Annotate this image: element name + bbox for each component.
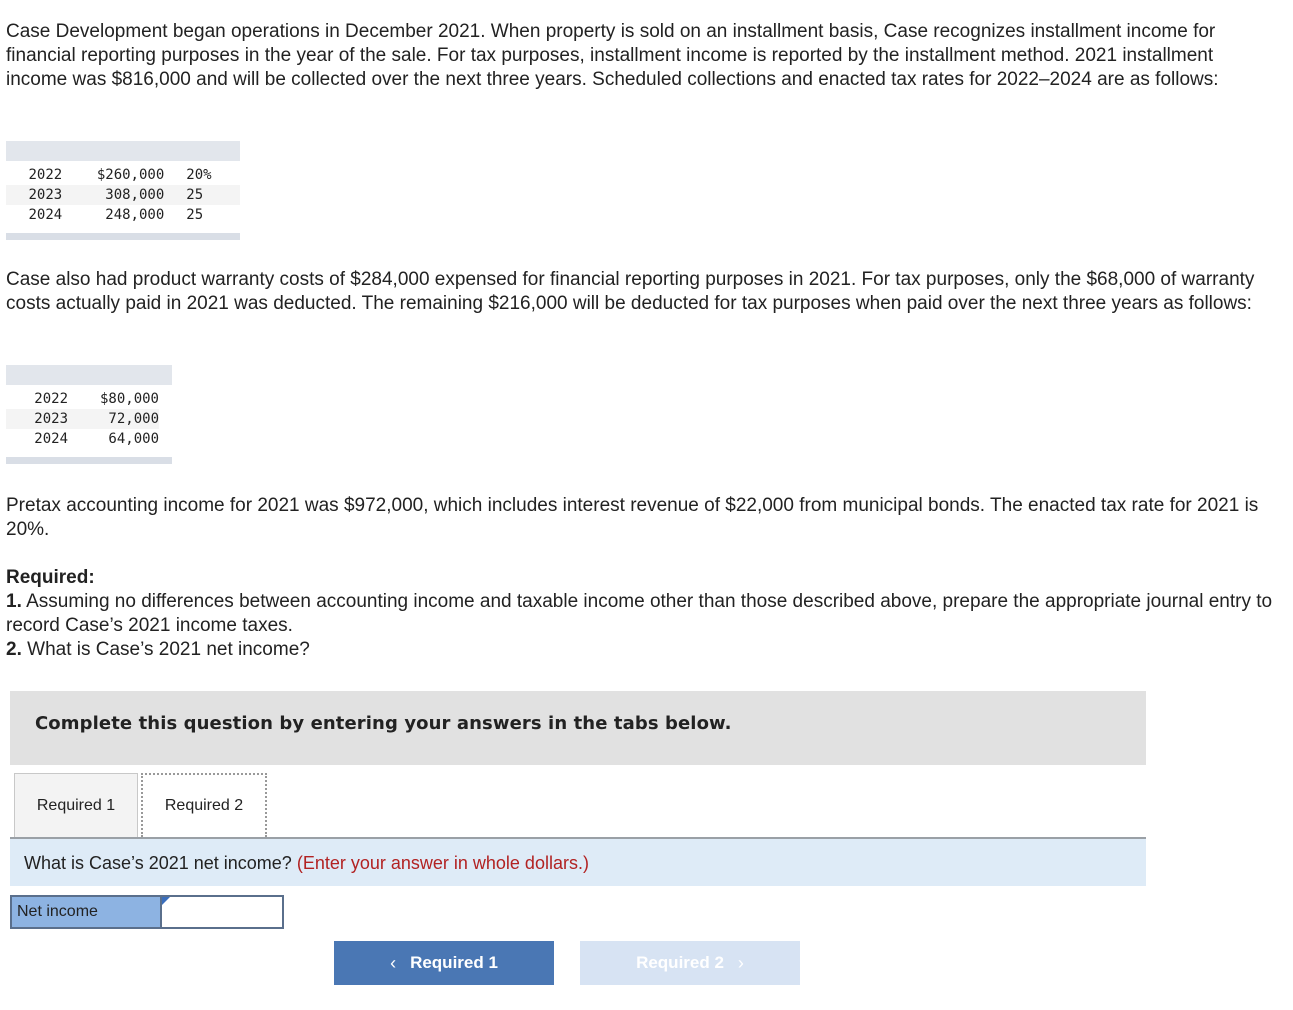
net-income-input[interactable]: [160, 895, 284, 929]
net-income-label: Net income: [10, 895, 167, 929]
required-item-2: [6, 638, 1276, 662]
installment-amount: 308,000: [62, 185, 164, 205]
installment-rate: 20%: [186, 167, 212, 183]
pretax-paragraph: Pretax accounting income for 2021 was $972,000, which includes interest revenue of $22,000 from municipal bonds. The enacted tax rate for 2021 is 20%.: [6, 495, 1259, 540]
warranty-year: 2024: [34, 431, 68, 447]
installment-amount: $260,000: [96, 167, 165, 183]
next-button-label: Required 2: [636, 953, 724, 972]
input-marker-icon: [162, 897, 170, 905]
warranty-amount: 64,000: [108, 431, 159, 447]
required-item-2-number: 2.: [6, 639, 22, 660]
question-line: [24, 853, 589, 874]
required-section: [6, 566, 1276, 662]
tab-label: Required 2: [164, 797, 244, 814]
prev-required-1-button[interactable]: [334, 941, 554, 985]
warranty-year: 2022: [34, 391, 68, 407]
required-item-2-text: What is Case’s 2021 net income?: [21, 639, 310, 660]
question-panel: [10, 839, 1146, 886]
prev-button-label: Required 1: [410, 953, 498, 972]
required-item-1: [6, 590, 1276, 638]
intro-paragraph: Case Development began operations in December 2021. When property is sold on an installment basis, Case recognizes installment income for financial reporting purposes in the year of the sale. For tax purposes, installment income is reported by the installment method. 2021 installment income was $816,000 and will be collected over the next three years. Scheduled collections and enacted tax rates for 2022–2024 are as follows:: [6, 21, 1219, 90]
instructions-banner: [10, 691, 1146, 765]
installment-schedule-table: [6, 141, 240, 240]
installment-year: 2024: [28, 207, 63, 223]
warranty-amount: $80,000: [99, 391, 159, 407]
required-heading: Required:: [6, 567, 95, 588]
required-item-1-number: 1.: [6, 591, 22, 612]
warranty-paragraph: Case also had product warranty costs of $284,000 expensed for financial reporting purposes in 2021. For tax purposes, only the $68,000 of warranty costs actually paid in 2021 was deducted. The remaining $216,000 will be deducted for tax purposes when paid over the next three years as follows:: [6, 269, 1255, 314]
next-required-2-button[interactable]: [580, 941, 800, 985]
installment-year: 2023: [6, 185, 62, 205]
question-text: What is Case’s 2021 net income?: [24, 853, 292, 873]
warranty-schedule-table: [6, 365, 172, 464]
warranty-amount: 72,000: [68, 409, 159, 429]
tab-label: Required 1: [36, 796, 116, 814]
installment-rate: 25: [164, 185, 240, 205]
warranty-year: 2023: [6, 409, 68, 429]
tab-required-1[interactable]: [14, 773, 138, 837]
tab-required-2[interactable]: [141, 773, 267, 837]
installment-year: 2022: [28, 167, 63, 183]
installment-amount: 248,000: [105, 207, 165, 223]
question-hint: (Enter your answer in whole dollars.): [296, 853, 589, 873]
answer-row: [10, 895, 275, 929]
required-item-1-text: Assuming no differences between accounting income and taxable income other than those described above, prepare the appropriate journal entry to record Case’s 2021 income taxes.: [6, 591, 1273, 636]
chevron-left-icon: ‹: [390, 952, 397, 973]
instructions-text: Complete this question by entering your answers in the tabs below.: [35, 713, 732, 734]
chevron-right-icon: ›: [737, 952, 744, 973]
installment-rate: 25: [186, 207, 204, 223]
